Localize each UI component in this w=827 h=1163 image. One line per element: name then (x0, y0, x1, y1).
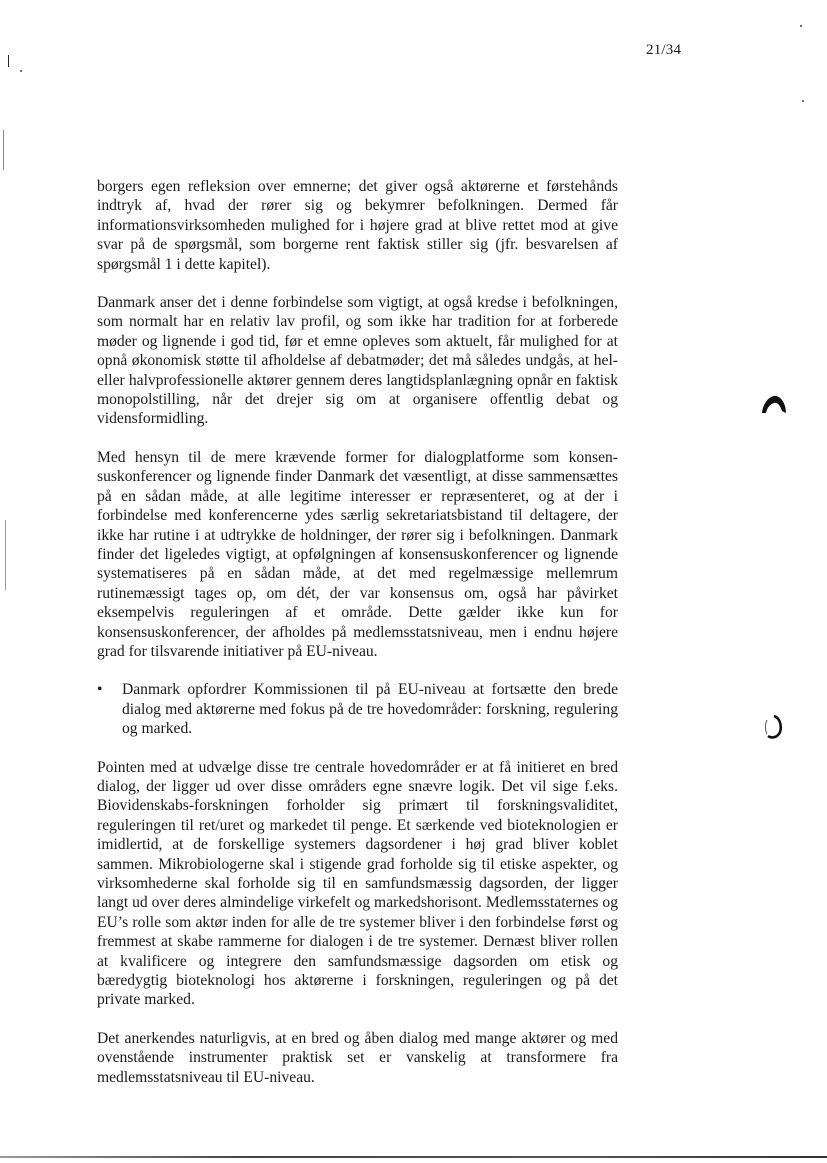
scan-speck (800, 25, 802, 27)
paragraph-5: Det anerkendes naturligvis, at en bred og åben dialog med mange aktører og med ovenstående instrumenter praktisk set er vanskelig at transformere fra medlemsstatsniveau til EU-niveau. (97, 1029, 618, 1086)
paragraph-3: Med hensyn til de mere krævende former for dialogplatforme som konsensuskonferencer og lignende finder Danmark det væsentligt, at disse sammensættes på en sådan måde, at alle legitime interesser er repræsenteret, og at der i forbindelse med konferencerne ydes særlig sekretariatsbistand til deltagere, der ikke har rutine i at udtrykke de holdninger, der rører sig i befolkningen. Danmark finder det ligeledes vigtigt, at opfølgningen af konsensuskonferencer og lignende systematiseres på en sådan måde, at det med regelmæssige mellemrum rutinemæssigt tages op, om dét, der var konsensus om, også har påvirket eksempelvis reguleringen af et område. Dette gælder ikke kun for konsensuskonferencer, der afholdes på medlemsstatsniveau, men i endnu højere grad for tilsvarende initiativer på EU-niveau. (97, 448, 618, 660)
paragraph-2: Danmark anser det i denne forbindelse som vigtigt, at også kredse i befolkningen, som normalt har en relativ lav profil, og som ikke har tradition for at forberede møder og lignende i god tid, før et emne opleves som aktuelt, får mulighed for at opnå økonomisk støtte til afholdelse af debatmøder; det må således undgås, at hel- eller halvprofessionelle aktører gennem deres langtidsplanlægning opnår en faktisk monopolstilling, når det drejer sig om at organisere offentlig debat og vidensformidling. (97, 294, 618, 428)
scan-blot-icon (760, 393, 788, 415)
scan-edge-line (3, 130, 4, 170)
paragraph-1: borgers egen refleksion over emnerne; det giver også aktørerne et førstehånds indtryk af, hvad der rører sig og bekymrer befolkningen. Dermed får informationsvirksomheden mulighed for i højere grad at blive rettet mod at give svar på de spørgsmål, som borgerne rent faktisk stiller sig (jfr. besvarelsen af spørgsmål 1 i dette kapitel). (97, 178, 618, 273)
scan-speck (802, 100, 804, 102)
page-bottom-edge (0, 1156, 827, 1158)
scan-speck (8, 55, 9, 67)
bullet-mark: • (97, 681, 103, 699)
bullet-text: Danmark opfordrer Kommissionen til på EU-niveau at fortsætte den brede dialog med aktørerne med fokus på de tre hovedområder: forskning, regulering og marked. (122, 681, 618, 738)
body-text (97, 177, 618, 1106)
page-number: 21/34 (646, 42, 682, 58)
scan-edge-line (5, 520, 6, 590)
scan-speck (20, 70, 22, 72)
paragraph-4: Pointen med at udvælge disse tre centrale hovedområder er at få initieret en bred dialog, der ligger ud over disse områders egne snævre logik. Det vil sige f.eks. Biovidenskabs-forskningen forholder sig primært til forskningsvaliditet, reguleringen til ret/uret og markedet til penge. Et særkende ved bioteknologien er imidlertid, at de forskellige systemers dagsordener i høj grad bliver koblet sammen. Mikrobiologerne skal i stigende grad forholde sig til etiske aspekter, og virksomhederne skal forholde sig til en samfundsmæssig dagsorden, der ligger langt ud over deres almindelige virkefelt og markedshorisont. Medlemsstaternes og EU’s rolle som aktør inden for alle de tre systemer bliver i den forbindelse først og fremmest at skabe rammerne for dialogen i de tre systemer. Dernæst bliver rollen at kvalificere og integrere den samfundsmæssige dagsorden om etisk og bæredygtig bioteknologi hos aktørerne i forskningen, reguleringen og på det private marked. (97, 758, 618, 1009)
bullet-item (97, 680, 618, 738)
scan-ring-icon (762, 714, 784, 740)
